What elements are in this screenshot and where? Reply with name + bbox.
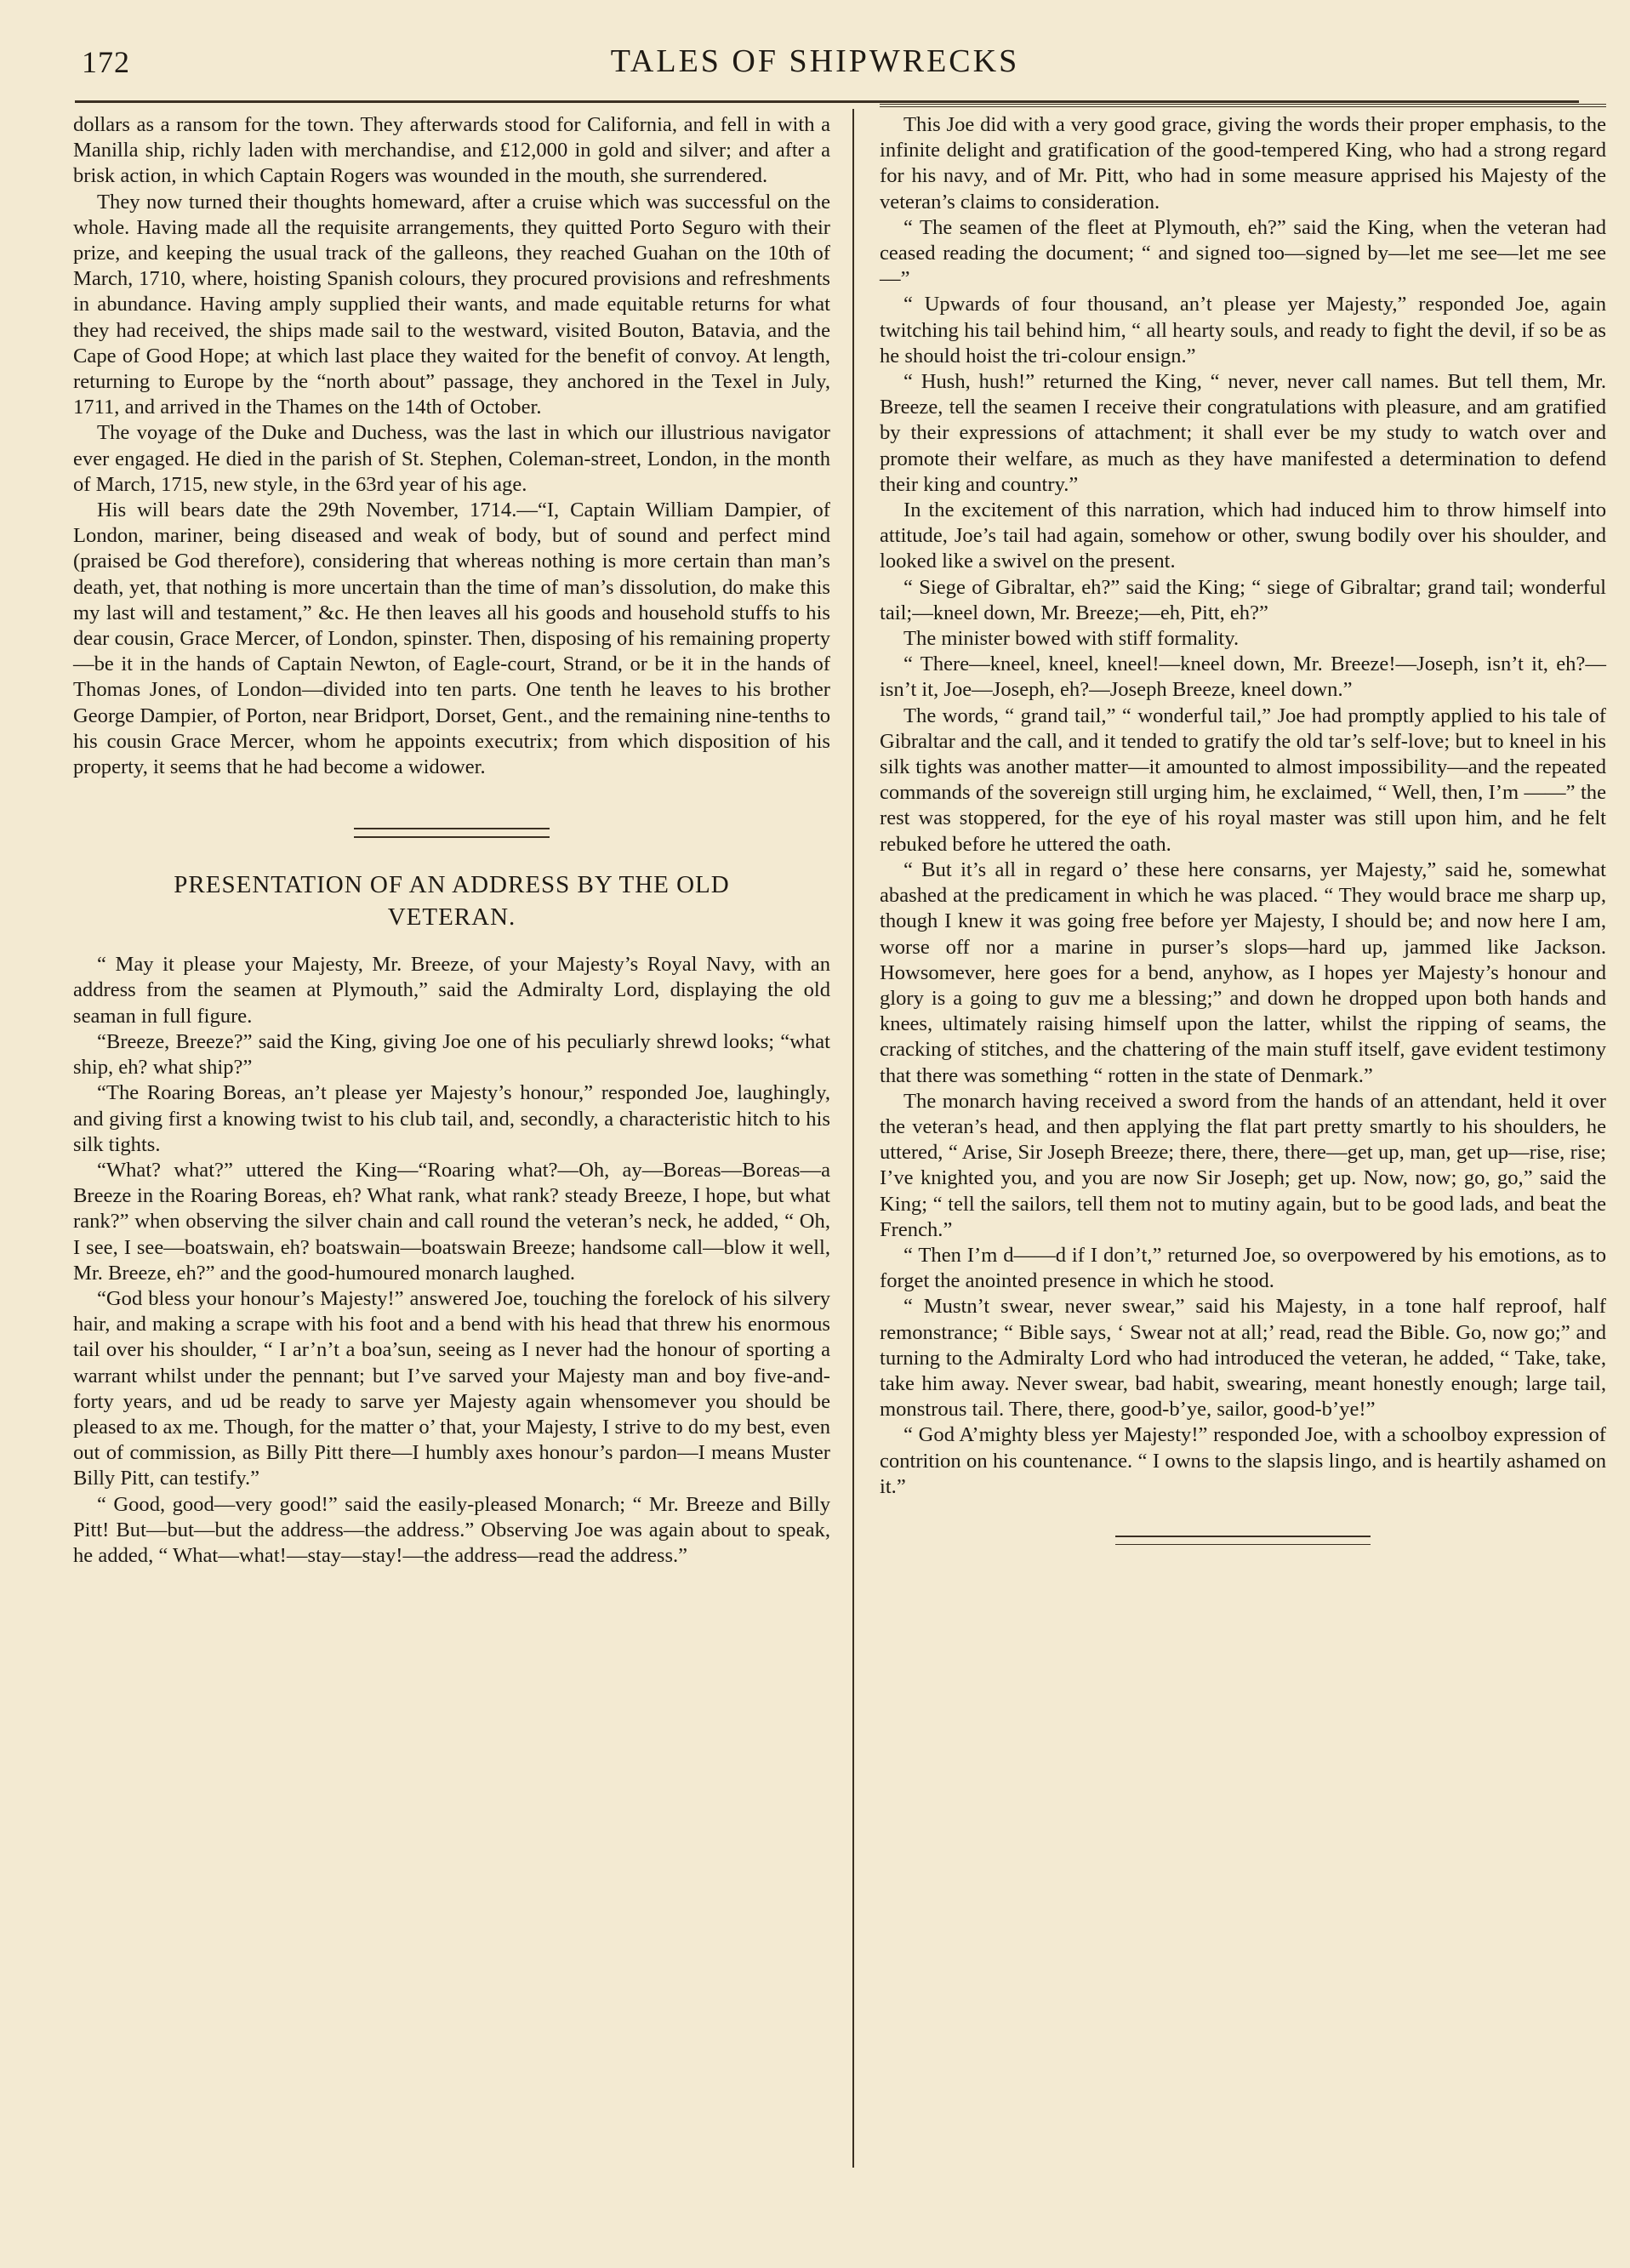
paragraph: “ Good, good—very good!” said the easily-pleased Monarch; “ Mr. Breeze and Billy Pitt! But—but—but the address—the address.” Observing Joe was again about to speak, he added, “ What—what!—stay—stay!—the address—read the address.” <box>73 1492 830 1567</box>
paragraph: “ May it please your Majesty, Mr. Breeze, of your Majesty’s Royal Navy, with an address from the seamen at Plymouth,” said the Admiralty Lord, displaying the old seaman in full figure. <box>73 953 830 1028</box>
page-number: 172 <box>82 45 130 79</box>
right-column-top-rule <box>880 104 1606 107</box>
section-separator <box>354 828 550 838</box>
paragraph: “What? what?” uttered the King—“Roaring what?—Oh, ay—Boreas—Boreas—a Breeze in the Roaring Boreas, eh? What rank, what rank? steady Breeze, I hope, but what rank?” when observing the silver chain and call round the veteran’s neck, he added, “ Oh, I see, I see—boatswain, eh? boatswain—boatswain Breeze; handsome call—blow it well, Mr. Breeze, eh?” and the good-humoured monarch laughed. <box>73 1158 830 1285</box>
paragraph: “ God A’mighty bless yer Majesty!” responded Joe, with a schoolboy expression of contrition on his countenance. “ I owns to the slapsis lingo, and is heartily ashamed on it.” <box>880 1423 1606 1498</box>
paragraph: The voyage of the Duke and Duchess, was the last in which our illustrious navigator ever engaged. He died in the parish of St. Stephen, Coleman-street, London, in the month of March, 1715, new style, in the 63rd year of his age. <box>73 421 830 496</box>
paragraph: “ Hush, hush!” returned the King, “ never, never call names. But tell them, Mr. Breeze, tell the seamen I receive their congratulations with pleasure, and am gratified by their expressions of attachment; it shall ever be my study to watch over and promote their welfare, as much as they have manifested a determination to defend their king and country.” <box>880 370 1606 496</box>
paragraph: This Joe did with a very good grace, giving the words their proper emphasis, to the infinite delight and gratification of the good-tempered King, who had a strong regard for his navy, and of Mr. Pitt, who had in some measure apprised his Majesty of the veteran’s claims to consideration. <box>880 113 1606 214</box>
paragraph: “ There—kneel, kneel, kneel!—kneel down, Mr. Breeze!—Joseph, isn’t it, eh?—isn’t it, Joe—Joseph, eh?—Joseph Breeze, kneel down.” <box>880 652 1606 702</box>
paragraph: “Breeze, Breeze?” said the King, giving Joe one of his peculiarly shrewd looks; “what ship, eh? what ship?” <box>73 1029 830 1080</box>
paragraph: “ Then I’m d——d if I don’t,” returned Joe, so overpowered by his emotions, as to forget the anointed presence in which he stood. <box>880 1243 1606 1293</box>
paragraph: “The Roaring Boreas, an’t please yer Majesty’s honour,” responded Joe, laughingly, and giving first a knowing twist to his club tail, and, secondly, a characteristic hitch to his silk tights. <box>73 1081 830 1156</box>
running-title: TALES OF SHIPWRECKS <box>610 43 1020 79</box>
running-head <box>0 0 1630 102</box>
paragraph: His will bears date the 29th November, 1714.—“I, Captain William Dampier, of London, mariner, being diseased and weak of body, but of sound and perfect mind (praised be God therefore), considering that whereas nothing is more certain than man’s death, yet, that nothing is more uncertain than the time of man’s dissolution, do make this my last will and testament,” &c. He then leaves all his goods and household stuffs to his dear cousin, Grace Mercer, of London, spinster. Then, disposing of his remaining property—be it in the hands of Captain Newton, of Eagle-court, Strand, or be it in the hands of Thomas Jones, of London—divided into ten parts. One tenth he leaves to his brother George Dampier, of Porton, near Bridport, Dorset, Gent., and the remaining nine-tenths to his cousin Grace Mercer, whom he appoints executrix; from which disposition of his property, it seems that he had become a widower. <box>73 499 830 779</box>
paragraph: They now turned their thoughts homeward, after a cruise which was successful on the whole. Having made all the requisite arrangements, they quitted Porto Seguro with their prize, and keeping the usual track of the galleons, they reached Guahan on the 10th of March, 1710, where, hoisting Spanish colours, they procured provisions and refreshments in abundance. Having amply supplied their wants, and made equitable returns for what they had received, the ships made sail to the westward, visited Bouton, Batavia, and the Cape of Good Hope; at which last place they waited for the benefit of convoy. At length, returning to Europe by the “north about” passage, they anchored in the Texel in July, 1711, and arrived in the Thames on the 14th of October. <box>73 190 830 419</box>
column-divider <box>852 109 854 2168</box>
end-separator <box>1115 1536 1371 1545</box>
section-title: PRESENTATION OF AN ADDRESS BY THE OLD VETERAN. <box>174 871 730 932</box>
paragraph: dollars as a ransom for the town. They afterwards stood for California, and fell in with a Manilla ship, richly laden with merchandise, and £12,000 in gold and silver; and after a brisk action, in which Captain Rogers was wounded in the mouth, she surrendered. <box>73 113 830 188</box>
paragraph: “ The seamen of the fleet at Plymouth, eh?” said the King, when the veteran had ceased reading the document; “ and signed too—signed by—let me see—let me see—” <box>880 215 1606 291</box>
paragraph: “ Upwards of four thousand, an’t please yer Majesty,” responded Joe, again twitching his tail behind him, “ all hearty souls, and ready to fight the devil, if so be as he should hoist the tri-colour ensign.” <box>880 293 1606 368</box>
header-rule <box>75 100 1579 103</box>
paragraph: The words, “ grand tail,” “ wonderful tail,” Joe had promptly applied to his tale of Gibraltar and the call, and it tended to gratify the old tar’s self-love; but to kneel in his silk tights was another matter—it amounted to almost impossibility—and the repeated commands of the sovereign still urging him, he exclaimed, “ Well, then, I’m ——” the rest was stoppered, for the eye of his royal master was still upon him, and he felt rebuked before he uttered the oath. <box>880 704 1606 856</box>
paragraph: The minister bowed with stiff formality. <box>903 627 1240 651</box>
paragraph: “God bless your honour’s Majesty!” answered Joe, touching the forelock of his silvery hair, and making a scrape with his foot and a bend with his head that threw his enormous tail over his shoulder, “ I ar’n’t a boa’sun, seeing as I never had the honour of sporting a warrant whilst under the pennant; but I’ve sarved your Majesty man and boy five-and-forty years, and ud be ready to sarve yer Majesty again whensomever you should be pleased to ax me. Though, for the matter o’ that, your Majesty, I strive to do my best, even out of commission, as Billy Pitt there—I humbly axes honour’s pardon—I means Muster Billy Pitt, can testify.” <box>73 1286 830 1490</box>
paragraph: “ But it’s all in regard o’ these here consarns, yer Majesty,” said he, somewhat abashed at the predicament in which he was placed. “ They would brace me sharp up, though I knew it was going free before yer Majesty, I should be; and now here I am, worse off nor a marine in purser’s slops—hard up, jammed like Jackson. Howsomever, here goes for a bend, anyhow, as I hopes yer Majesty’s honour and glory is a going to guv me a blessing;” and down he dropped upon both hands and knees, ultimately raising himself upon the latter, whilst the ripping of seams, the cracking of stitches, and the chattering of the main stuff itself, gave evident testimony that there was something “ rotten in the state of Denmark.” <box>880 858 1606 1087</box>
paragraph: “ Mustn’t swear, never swear,” said his Majesty, in a tone half reproof, half remonstrance; “ Bible says, ‘ Swear not at all;’ read, read the Bible. Go, now go;” and turning to the Admiralty Lord who had introduced the veteran, he added, “ Take, take, take him away. Never swear, bad habit, swearing, meant honestly enough; large tail, monstrous tail. There, there, good-b’ye, sailor, good-b’ye!” <box>880 1295 1606 1422</box>
left-column <box>73 112 830 2217</box>
paragraph: “ Siege of Gibraltar, eh?” said the King; “ siege of Gibraltar; grand tail; wonderful tail;—kneel down, Mr. Breeze;—eh, Pitt, eh?” <box>880 575 1606 624</box>
right-column <box>880 112 1606 2217</box>
paragraph: The monarch having received a sword from the hands of an attendant, held it over the veteran’s head, and then applying the flat part pretty smartly to his shoulders, he uttered, “ Arise, Sir Joseph Breeze; there, there, there—get up, man, get up—rise, rise; I’ve knighted you, and you are now Sir Joseph; get up. Now, now; go, go,” said the King; “ tell the sailors, tell them not to mutiny again, but to be good lads, and beat the French.” <box>880 1089 1606 1241</box>
paragraph: In the excitement of this narration, which had induced him to throw himself into attitude, Joe’s tail had again, somehow or other, swung bodily over his shoulder, and looked like a swivel on the present. <box>880 499 1606 573</box>
